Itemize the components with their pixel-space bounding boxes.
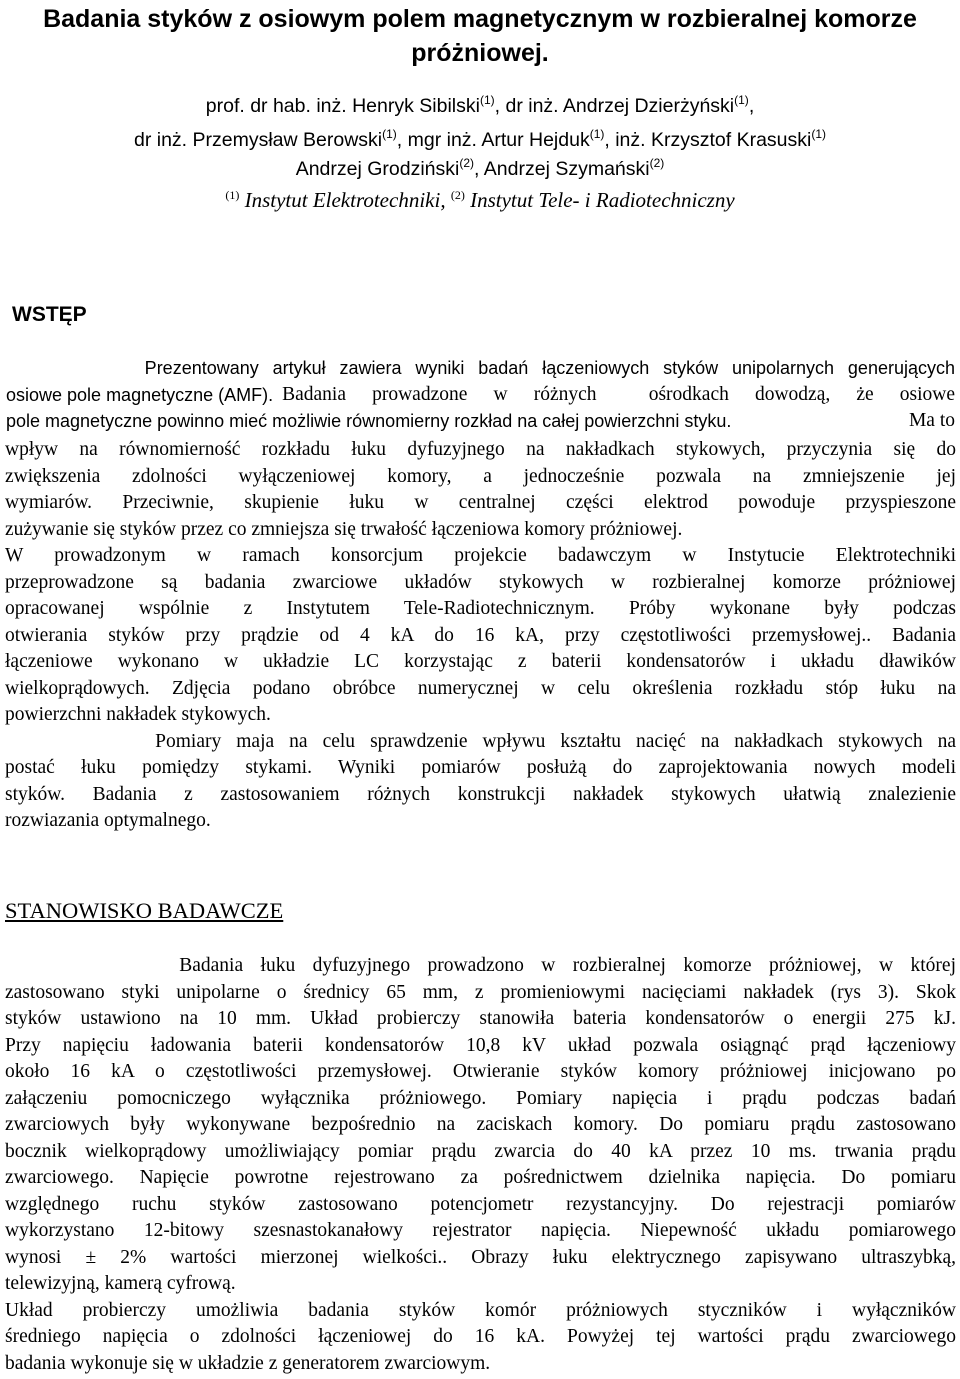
paper-title: [0, 2, 960, 70]
paragraph-line: Badania łuku dyfuzyjnego prowadzono w rozbieralnej komorze próżniowej, w której: [5, 955, 956, 976]
paragraph-line: względnego ruchu styków zastosowano potencjometr rezystancyjny. Do rejestracji pomiarów: [5, 1193, 956, 1215]
intro-paragraph: [5, 437, 956, 835]
paragraph-line: telewizyjną, kamerą cyfrową.: [5, 1273, 236, 1294]
paragraph-line: wymiarów. Przeciwnie, skupienie łuku w centralnej części elektrod powoduje przyspieszone: [5, 492, 956, 513]
paragraph-line: opracowanej wspólnie z Instytutem Tele-Radiotechnicznym. Próby wykonane były podczas: [5, 598, 956, 619]
paper-title-line-2: próżniowej.: [411, 39, 549, 67]
intro-mixed-line-2: osiowe pole magnetyczne (AMF). Badania prowadzone w różnych ośrodkach dowodzą, że osiowe: [6, 383, 955, 405]
paragraph-line: badania wykonuje się w układzie z generatorem zwarciowym.: [5, 1352, 491, 1374]
paragraph-line: załączeniu pomocniczego wyłącznika próżniowego. Pomiary napięcia i prądu podczas badań: [5, 1087, 956, 1109]
section-heading-setup: STANOWISKO BADAWCZE: [5, 898, 284, 923]
authors-line-2: dr inż. Przemysław Berowski$^{(1)}$, mgr inż. Artur Hejduk$^{(1)}$, inż. Krzysztof Krasuski$^{(1)}$: [133, 127, 827, 151]
paragraph-line: przeprowadzone są badania zwarciowe układów stykowych w rozbieralnej komorze próżniowej: [5, 571, 956, 593]
authors-line-1: prof. dr hab. inż. Henryk Sibilski$^{(1)}$, dr inż. Andrzej Dzierżyński$^{(1)}$,: [205, 93, 755, 117]
paragraph-line: wpływ na równomierność rozkładu łuku dyfuzyjnego na nakładkach stykowych, przyczynia się do: [5, 439, 956, 460]
paragraph-line: wykorzystano 12-bitowy szesnastokanałowy rejestrator napięcia. Niepewność układu pomiarowego: [5, 1220, 956, 1241]
paragraph-line: Pomiary maja na celu sprawdzenie wpływu kształtu nacięć na nakładkach stykowych na: [5, 730, 956, 752]
paragraph-line: Przy napięciu ładowania baterii kondensatorów 10,8 kV układ pozwala osiągnąć prąd łączeniowy: [5, 1034, 956, 1056]
paragraph-line: W prowadzonym w ramach konsorcjum projekcie badawczym w Instytucie Elektrotechniki: [5, 545, 956, 566]
section-heading-intro: WSTĘP: [12, 303, 87, 326]
paragraph-line: bocznik wielkoprądowy umożliwiający pomiar prądu zwarcia do 40 kA przez 10 ms. trwania prądu: [5, 1140, 956, 1162]
paragraph-line: średniego napięcia o zdolności łączeniowej do 16 kA. Powyżej tej wartości prądu zwarciowego: [5, 1326, 956, 1347]
affiliations: $^{(1)}$ Instytut Elektrotechniki, $^{(2)}$ Instytut Tele- i Radiotechniczny: [225, 188, 735, 212]
paragraph-line: łączeniowe wykonano w układzie LC korzystając z baterii kondensatorów i układu dławików: [5, 651, 956, 672]
paragraph-line: zwarciowych były wykonywane bezpośrednio na zaciskach komory. Do pomiaru prądu zastosowano: [5, 1114, 956, 1135]
paragraph-line: zwiększenia zdolności wyłączeniowej komory, a jednocześnie pozwala na zmniejszenie jej: [5, 465, 956, 487]
paragraph-line: wielkoprądowych. Zdjęcia podano obróbce numerycznej w celu określenia rozkładu stóp łuku na: [5, 677, 956, 699]
paragraph-line: styków. Badania z zastosowaniem różnych konstrukcji nakładek stykowych ułatwią znalezienie: [5, 783, 956, 805]
paragraph-line: wynosi ± 2% wartości mierzonej wielkości.. Obrazy łuku elektrycznego zapisywano ultraszybką,: [5, 1246, 956, 1268]
paragraph-line: około 16 kA o częstotliwości przemysłowej. Otwieranie styków komory próżniowej inicjowano po: [5, 1061, 956, 1082]
paragraph-line: rozwiazania optymalnego.: [5, 810, 211, 831]
authors-line-3: Andrzej Grodziński$^{(2)}$, Andrzej Szymański$^{(2)}$: [295, 156, 665, 180]
intro-sans-line-1: Prezentowany artykuł zawiera wyniki badań łączeniowych styków unipolarnych generujących: [6, 358, 955, 378]
paper-title-line-1: Badania styków z osiowym polem magnetycznym w rozbieralnej komorze: [43, 5, 917, 33]
paragraph-line: zwarciowego. Napięcie powrotne rejestrowano za pośrednictwem dzielnika napięcia. Do pomiaru: [5, 1167, 956, 1188]
paragraph-line: postać łuku pomiędzy stykami. Wyniki pomiarów posłużą do zaprojektowania nowych modeli: [5, 757, 956, 778]
paragraph-line: Układ probierczy umożliwia badania styków komór próżniowych styczników i wyłączników: [5, 1299, 956, 1321]
paragraph-line: zastosowano styki unipolarne o średnicy 65 mm, z promieniowymi nacięciami nakładek (rys 3). Skok: [5, 981, 956, 1003]
paragraph-line: styków ustawiono na 10 mm. Układ probierczy stanowiła bateria kondensatorów o energii 275 kJ.: [5, 1008, 956, 1029]
paragraph-line: otwierania styków przy prądzie od 4 kA do 16 kA, przy częstotliwości przemysłowej.. Badania: [5, 624, 956, 646]
paragraph-line: zużywanie się styków przez co zmniejsza się trwałość łączeniowa komory próżniowej.: [5, 518, 683, 540]
paragraph-line: powierzchni nakładek stykowych.: [5, 704, 271, 725]
intro-mixed-line-3: pole magnetyczne powinno mieć możliwie równomierny rozkład na całej powierzchni styku. Ma to: [6, 410, 955, 431]
setup-paragraph: [5, 953, 956, 1377]
